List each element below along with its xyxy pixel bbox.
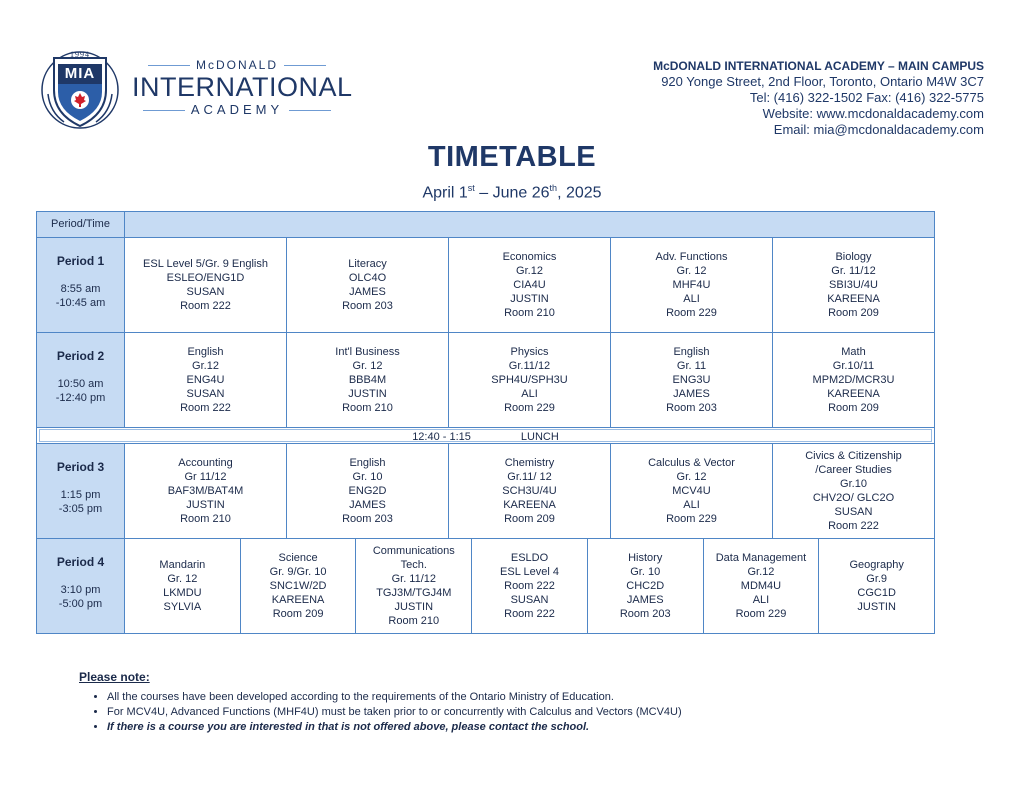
course-line: ALI xyxy=(752,594,770,606)
course-line: Gr. 9/Gr. 10 xyxy=(269,566,327,578)
timetable-header-row xyxy=(37,212,934,237)
course-line: Room 210 xyxy=(342,402,393,414)
course-line: Gr. 11 xyxy=(676,360,707,372)
note-item: • If there is a course you are interested in that is not offered above, please contact the school. xyxy=(107,720,682,735)
course-line: BBB4M xyxy=(348,374,387,386)
course-line: /Career Studies xyxy=(815,464,892,476)
date-start-suffix: st xyxy=(467,183,475,193)
course-cell xyxy=(241,539,357,633)
course-line: ENG3U xyxy=(672,374,711,386)
course-cell xyxy=(611,333,773,427)
header-period-time: Period/Time xyxy=(37,212,125,237)
course-line: ALI xyxy=(683,293,700,305)
period-name: Period 2 xyxy=(56,349,105,363)
course-line: Science xyxy=(278,552,318,564)
notes-section xyxy=(79,670,682,735)
course-line: SPH4U/SPH3U xyxy=(491,374,568,386)
campus-website: Website: www.mcdonaldacademy.com xyxy=(762,106,984,121)
course-line: Gr. 12 xyxy=(676,471,707,483)
course-line: MDM4U xyxy=(740,580,782,592)
course-line: ESL Level 5/Gr. 9 English xyxy=(143,258,268,270)
campus-contact-block xyxy=(653,58,984,138)
course-line: ENG4U xyxy=(186,374,225,386)
course-line: English xyxy=(187,346,224,358)
course-cell xyxy=(125,333,287,427)
period-row xyxy=(37,237,934,332)
lunch-banner xyxy=(39,429,932,442)
course-line: Gr.10/11 xyxy=(832,360,875,372)
course-line: JAMES xyxy=(626,594,664,606)
course-line: Civics & Citizenship xyxy=(805,450,902,462)
course-line: Room 229 xyxy=(735,608,787,620)
period-name: Period 1 xyxy=(56,254,105,268)
course-line: Gr.11/ 12 xyxy=(507,471,552,483)
course-line: Gr.11/12 xyxy=(508,360,551,372)
logo-wordmark xyxy=(132,58,353,117)
period-label xyxy=(37,444,125,538)
period-row xyxy=(37,332,934,427)
course-line: BAF3M/BAT4M xyxy=(167,485,244,497)
course-line: ALI xyxy=(683,499,700,511)
logo-seal xyxy=(40,50,120,130)
course-line: Room 203 xyxy=(666,402,717,414)
course-cell xyxy=(287,238,449,332)
course-line: SNC1W/2D xyxy=(269,580,327,592)
date-end-suffix: th xyxy=(549,183,558,193)
course-line: CGC1D xyxy=(857,587,896,599)
course-line: Gr. 12 xyxy=(352,360,383,372)
course-line: SUSAN xyxy=(186,388,225,400)
course-line: SUSAN xyxy=(186,286,225,298)
period-end-time: -3:05 pm xyxy=(58,503,103,515)
course-line: ESLEO/ENG1D xyxy=(166,272,245,284)
period-start-time: 10:50 am xyxy=(57,378,104,390)
course-cell xyxy=(125,444,287,538)
course-line: SUSAN xyxy=(510,594,549,606)
course-line: JAMES xyxy=(673,388,710,400)
course-line: JAMES xyxy=(349,499,386,511)
period-start-time: 1:15 pm xyxy=(60,489,101,501)
course-line: Room 210 xyxy=(388,615,440,627)
course-line: Literacy xyxy=(348,258,387,270)
course-line: MPM2D/MCR3U xyxy=(812,374,895,386)
course-line: History xyxy=(628,552,663,564)
notes-heading: Please note: xyxy=(79,670,150,684)
course-line: OLC4O xyxy=(348,272,387,284)
period-start-time: 3:10 pm xyxy=(60,584,101,596)
course-line: Room 222 xyxy=(180,300,231,312)
date-separator: – June 26 xyxy=(474,184,550,202)
course-line: Biology xyxy=(835,251,872,263)
course-line: Calculus & Vector xyxy=(648,457,735,469)
course-line: KAREENA xyxy=(271,594,325,606)
course-line: Geography xyxy=(849,559,904,571)
campus-phone: Tel: (416) 322-1502 Fax: (416) 322-5775 xyxy=(749,90,984,105)
course-line: Room 209 xyxy=(504,513,555,525)
course-line: Room 210 xyxy=(180,513,231,525)
page-title: TIMETABLE xyxy=(427,141,597,173)
school-logo xyxy=(40,50,353,130)
course-line: Data Management xyxy=(715,552,807,564)
course-line: Room 222 xyxy=(180,402,231,414)
course-cell xyxy=(588,539,704,633)
course-line: ENG2D xyxy=(348,485,387,497)
course-line: Gr. 10 xyxy=(630,566,661,578)
campus-email: Email: mia@mcdonaldacademy.com xyxy=(773,122,984,137)
course-line: Gr. 10 xyxy=(352,471,383,483)
course-line: Room 229 xyxy=(666,307,717,319)
course-line: ESLDO xyxy=(510,552,549,564)
course-line: Room 209 xyxy=(828,307,879,319)
course-line: KAREENA xyxy=(827,293,880,305)
period-start-time: 8:55 am xyxy=(60,283,101,295)
course-line: Room 209 xyxy=(272,608,324,620)
course-cell xyxy=(125,238,287,332)
period-end-time: -10:45 am xyxy=(55,297,106,309)
course-line: CHV2O/ GLC2O xyxy=(812,492,895,504)
course-line: Room 203 xyxy=(342,300,393,312)
course-line: Room 222 xyxy=(828,520,879,532)
note-item: • All the courses have been developed according to the requirements of the Ontario Ministry of Education. xyxy=(107,690,682,705)
course-cell xyxy=(449,444,611,538)
course-line: Room 229 xyxy=(666,513,717,525)
period-row xyxy=(37,538,934,633)
course-line: JAMES xyxy=(349,286,386,298)
course-line: LKMDU xyxy=(163,587,202,599)
course-line: CHC2D xyxy=(626,580,665,592)
course-line: KAREENA xyxy=(503,499,556,511)
course-cell xyxy=(773,238,934,332)
logo-line-2: INTERNATIONAL xyxy=(132,72,353,102)
course-line: Room 229 xyxy=(504,402,555,414)
period-label xyxy=(37,539,125,633)
course-line: Tech. xyxy=(400,559,427,571)
course-cells xyxy=(125,444,934,538)
course-line: JUSTIN xyxy=(510,293,549,305)
course-cell xyxy=(356,539,472,633)
course-line: Adv. Functions xyxy=(655,251,728,263)
logo-line-1: McDONALD xyxy=(195,58,278,72)
notes-list xyxy=(79,690,682,735)
course-line: Room 210 xyxy=(504,307,555,319)
course-line: Room 209 xyxy=(828,402,879,414)
shield-emblem-icon xyxy=(40,50,120,130)
course-line: ESL Level 4 xyxy=(500,566,559,578)
course-cell xyxy=(773,444,934,538)
course-line: Gr.12 xyxy=(747,566,775,578)
date-range xyxy=(0,183,1024,202)
course-line: JUSTIN xyxy=(348,388,387,400)
course-line: English xyxy=(673,346,710,358)
course-cell xyxy=(287,333,449,427)
course-cells xyxy=(125,539,934,633)
course-line: SBI3U/4U xyxy=(829,279,878,291)
course-line: MCV4U xyxy=(672,485,711,497)
course-line: Room 222 xyxy=(504,580,555,592)
course-line: ALI xyxy=(521,388,538,400)
course-line: Chemistry xyxy=(504,457,555,469)
date-year: , 2025 xyxy=(557,184,602,202)
course-line: SUSAN xyxy=(834,506,873,518)
period-name: Period 3 xyxy=(56,460,105,474)
course-cell xyxy=(449,238,611,332)
course-cells xyxy=(125,238,934,332)
course-line: JUSTIN xyxy=(394,601,434,613)
course-cell xyxy=(472,539,588,633)
course-cell xyxy=(704,539,820,633)
course-cells xyxy=(125,333,934,427)
course-line: SCH3U/4U xyxy=(502,485,557,497)
campus-title: McDONALD INTERNATIONAL ACADEMY – MAIN CAMPUS xyxy=(653,59,984,73)
course-line: Gr. 11/12 xyxy=(391,573,437,585)
course-line: Gr.9 xyxy=(866,573,888,585)
course-line: Gr. 11/12 xyxy=(831,265,876,277)
period-label xyxy=(37,333,125,427)
header-fill xyxy=(125,212,934,237)
course-cell xyxy=(287,444,449,538)
course-line: Room 203 xyxy=(619,608,671,620)
course-line: JUSTIN xyxy=(857,601,896,613)
campus-address: 920 Yonge Street, 2nd Floor, Toronto, Ontario M4W 3C7 xyxy=(661,74,984,89)
period-end-time: -5:00 pm xyxy=(58,598,103,610)
date-start: April 1 xyxy=(422,184,468,202)
course-cell xyxy=(449,333,611,427)
course-line: Gr 11/12 xyxy=(184,471,227,483)
course-line: KAREENA xyxy=(827,388,880,400)
seal-year: 1994 xyxy=(70,50,90,59)
course-line: Gr.12 xyxy=(516,265,543,277)
course-cell xyxy=(611,444,773,538)
course-line: Communications xyxy=(372,545,455,557)
lunch-label: LUNCH xyxy=(520,431,559,443)
timetable xyxy=(36,211,935,634)
course-line: TGJ3M/TGJ4M xyxy=(376,587,452,599)
course-line: Economics xyxy=(502,251,557,263)
course-line: Gr.12 xyxy=(192,360,219,372)
lunch-time: 12:40 - 1:15 xyxy=(412,431,471,443)
course-line: English xyxy=(349,457,386,469)
seal-abbreviation: MIA xyxy=(58,64,102,84)
period-name: Period 4 xyxy=(56,555,105,569)
lunch-row xyxy=(37,427,934,443)
note-item: • For MCV4U, Advanced Functions (MHF4U) must be taken prior to or concurrently with Calculus and Vectors (MCV4U) xyxy=(107,705,682,720)
course-line: Room 203 xyxy=(342,513,393,525)
course-line: Gr.10 xyxy=(840,478,867,490)
course-line: Gr. 12 xyxy=(676,265,707,277)
course-line: JUSTIN xyxy=(186,499,225,511)
course-cell xyxy=(773,333,934,427)
course-cell xyxy=(611,238,773,332)
course-line: Mandarin xyxy=(159,559,206,571)
course-cell xyxy=(819,539,934,633)
course-line: SYLVIA xyxy=(163,601,202,613)
period-label xyxy=(37,238,125,332)
course-line: Room 222 xyxy=(504,608,555,620)
course-line: Int'l Business xyxy=(335,346,400,358)
course-line: Physics xyxy=(510,346,549,358)
course-line: Math xyxy=(841,346,866,358)
period-end-time: -12:40 pm xyxy=(55,392,106,404)
course-line: CIA4U xyxy=(513,279,546,291)
course-line: Accounting xyxy=(178,457,233,469)
course-line: MHF4U xyxy=(672,279,711,291)
period-row xyxy=(37,443,934,538)
course-line: Gr. 12 xyxy=(167,573,198,585)
logo-line-3: ACADEMY xyxy=(190,102,284,117)
course-cell xyxy=(125,539,241,633)
